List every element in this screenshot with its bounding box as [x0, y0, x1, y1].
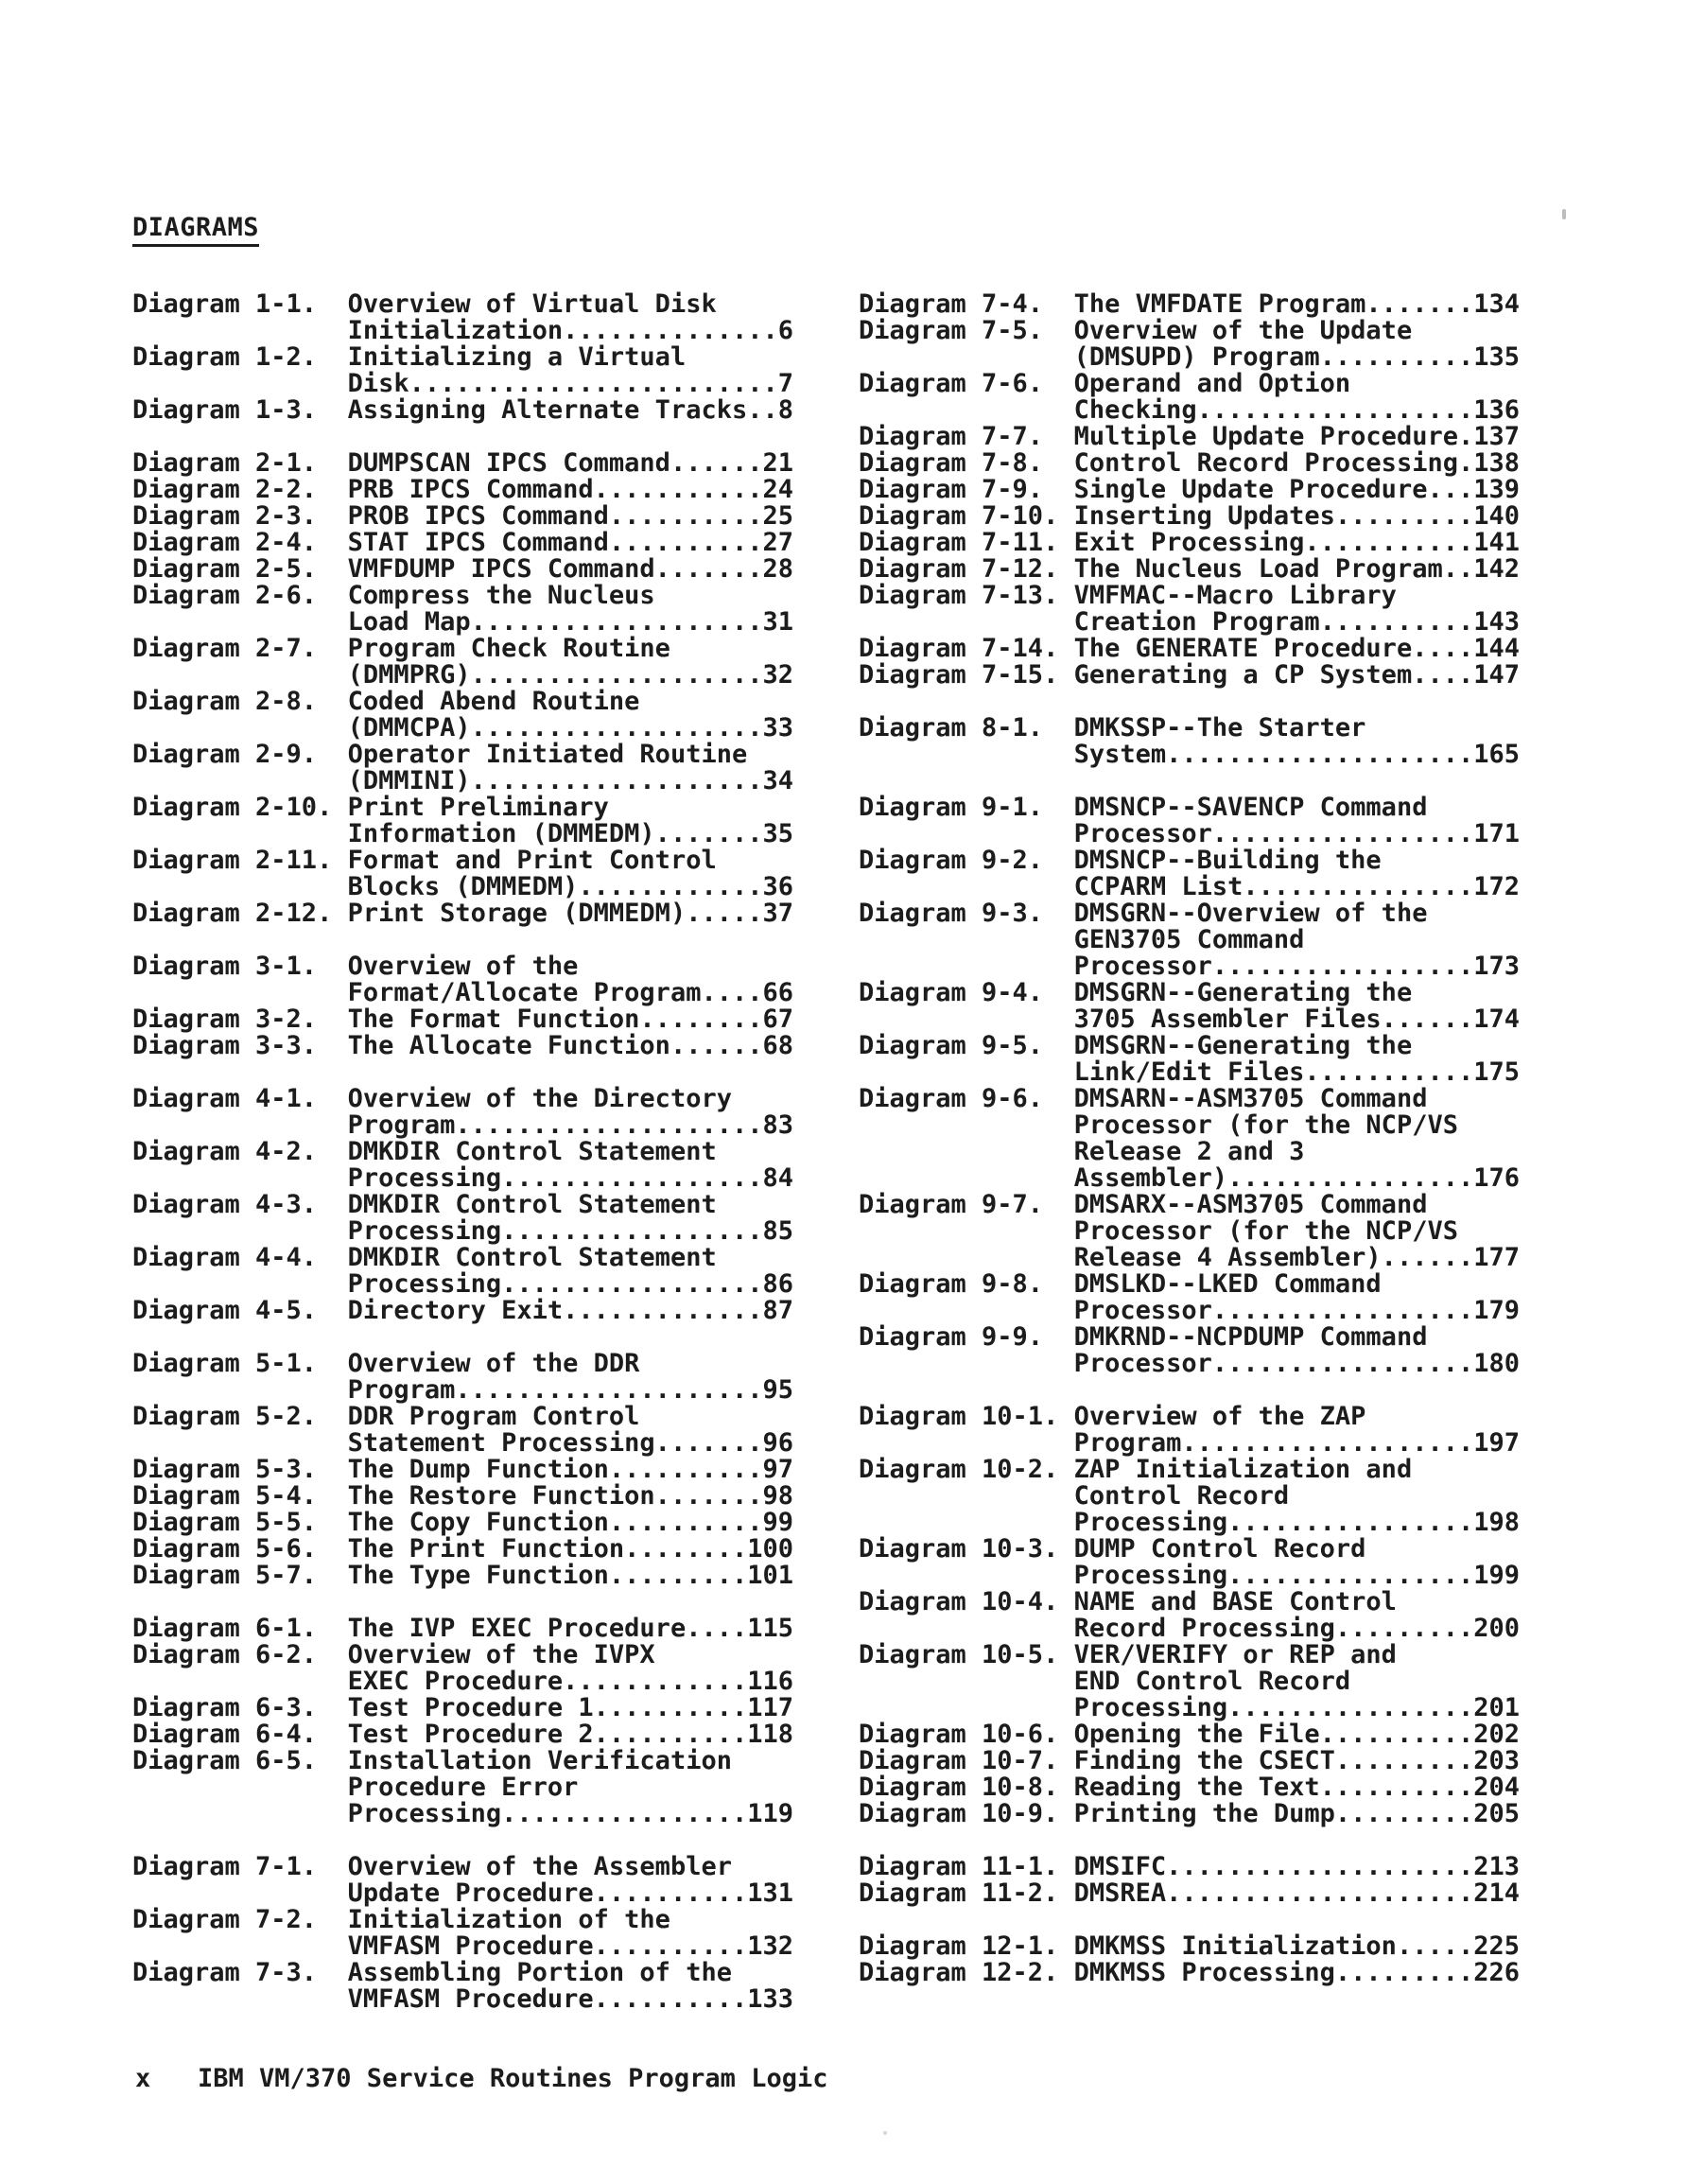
toc-line: Diagram 9-5. DMSGRN--Generating the — [859, 1031, 1413, 1060]
toc-line: Diagram 7-11. Exit Processing...........141 — [859, 528, 1520, 557]
toc-line: Diagram 3-1. Overview of the — [132, 952, 579, 981]
toc-line: Update Procedure..........131 — [132, 1878, 793, 1908]
toc-line: Diagram 3-3. The Allocate Function......68 — [132, 1031, 793, 1060]
toc-line: Format/Allocate Program....66 — [132, 978, 793, 1007]
toc-line: Diagram 10-4. NAME and BASE Control — [859, 1587, 1397, 1616]
toc-line: Diagram 8-1. DMKSSP--The Starter — [859, 713, 1366, 743]
toc-line: Diagram 2-4. STAT IPCS Command..........27 — [132, 528, 793, 557]
page-title-text: DIAGRAMS — [132, 213, 259, 247]
toc-line: Assembler)................176 — [859, 1163, 1520, 1193]
toc-line: Diagram 9-2. DMSNCP--Building the — [859, 846, 1382, 875]
toc-line: Diagram 5-4. The Restore Function.......98 — [132, 1481, 793, 1511]
toc-line — [132, 927, 793, 953]
toc-line: 3705 Assembler Files......174 — [859, 1005, 1520, 1034]
toc-line: VMFASM Procedure..........132 — [132, 1931, 793, 1961]
toc-line: Procedure Error — [132, 1773, 579, 1802]
toc-line: Diagram 4-2. DMKDIR Control Statement — [132, 1137, 717, 1166]
toc-line: Diagram 7-1. Overview of the Assembler — [132, 1852, 732, 1881]
toc-line: Program....................83 — [132, 1110, 793, 1140]
toc-line — [859, 768, 1520, 795]
toc-line: Diagram 7-15. Generating a CP System....147 — [859, 660, 1520, 690]
toc-line: Diagram 11-2. DMSREA....................214 — [859, 1878, 1520, 1908]
toc-line: (DMMCPA)...................33 — [132, 713, 793, 743]
toc-line: Diagram 5-3. The Dump Function..........97 — [132, 1455, 793, 1484]
toc-line — [859, 689, 1520, 715]
toc-line: Diagram 9-9. DMKRND--NCPDUMP Command — [859, 1322, 1428, 1352]
toc-line: Diagram 2-5. VMFDUMP IPCS Command.......28 — [132, 554, 793, 584]
toc-line: Processor.................173 — [859, 952, 1520, 981]
toc-line: Diagram 9-8. DMSLKD--LKED Command — [859, 1269, 1382, 1299]
toc-line: Diagram 10-1. Overview of the ZAP — [859, 1402, 1366, 1431]
toc-line: Processing................119 — [132, 1799, 793, 1828]
toc-line: Record Processing.........200 — [859, 1614, 1520, 1643]
toc-line: System....................165 — [859, 740, 1520, 769]
page-footer — [0, 2066, 1687, 2172]
toc-line: Diagram 9-3. DMSGRN--Overview of the — [859, 899, 1428, 928]
toc-line: Diagram 5-6. The Print Function........100 — [132, 1534, 793, 1564]
scan-artifact — [1562, 209, 1566, 219]
toc-line: Diagram 10-5. VER/VERIFY or REP and — [859, 1640, 1397, 1669]
footer-book-title: IBM VM/370 Service Routines Program Logic — [198, 2064, 828, 2093]
toc-line: Release 4 Assembler)......177 — [859, 1243, 1520, 1272]
toc-line: Diagram 7-9. Single Update Procedure...139 — [859, 475, 1520, 504]
toc-column-right — [859, 291, 1520, 1986]
toc-line: Diagram 7-6. Operand and Option — [859, 369, 1351, 398]
toc-line: Diagram 10-3. DUMP Control Record — [859, 1534, 1366, 1564]
toc-line: Diagram 7-2. Initialization of the — [132, 1905, 670, 1934]
toc-line: Diagram 12-2. DMKMSS Processing.........226 — [859, 1958, 1520, 1987]
toc-line — [132, 1324, 793, 1351]
toc-line: Diagram 9-7. DMSARX--ASM3705 Command — [859, 1190, 1428, 1219]
toc-line: Diagram 2-9. Operator Initiated Routine — [132, 740, 748, 769]
toc-line: Diagram 10-8. Reading the Text..........204 — [859, 1773, 1520, 1802]
toc-column-left — [132, 291, 793, 2013]
toc-line: Diagram 5-1. Overview of the DDR — [132, 1349, 640, 1378]
toc-line: Diagram 1-2. Initializing a Virtual — [132, 342, 687, 372]
toc-line — [132, 1059, 793, 1086]
toc-line: Diagram 10-2. ZAP Initialization and — [859, 1455, 1413, 1484]
toc-line: Processor.................179 — [859, 1296, 1520, 1325]
toc-line: Diagram 5-2. DDR Program Control — [132, 1402, 640, 1431]
toc-line: Diagram 6-5. Installation Verification — [132, 1746, 732, 1775]
toc-line: Diagram 7-3. Assembling Portion of the — [132, 1958, 732, 1987]
toc-line: Diagram 2-10. Print Preliminary — [132, 793, 609, 822]
toc-line: Diagram 12-1. DMKMSS Initialization.....225 — [859, 1931, 1520, 1961]
toc-line: Diagram 7-5. Overview of the Update — [859, 316, 1413, 345]
toc-line: Processing................198 — [859, 1508, 1520, 1537]
toc-line: EXEC Procedure............116 — [132, 1667, 793, 1696]
toc-line: Creation Program..........143 — [859, 607, 1520, 637]
toc-line: Processing.................84 — [132, 1163, 793, 1193]
toc-line — [859, 1377, 1520, 1404]
toc-line: (DMSUPD) Program..........135 — [859, 342, 1520, 372]
toc-line: Diagram 1-3. Assigning Alternate Tracks..8 — [132, 395, 793, 425]
toc-line: Diagram 2-7. Program Check Routine — [132, 634, 670, 663]
toc-line: Control Record — [859, 1481, 1290, 1511]
toc-line: Diagram 2-3. PROB IPCS Command..........25 — [132, 501, 793, 531]
toc-line: Diagram 2-1. DUMPSCAN IPCS Command......21 — [132, 448, 793, 478]
toc-line: Diagram 7-12. The Nucleus Load Program..142 — [859, 554, 1520, 584]
toc-line: Diagram 4-1. Overview of the Directory — [132, 1084, 732, 1113]
toc-line: Processor.................180 — [859, 1349, 1520, 1378]
toc-line — [132, 1827, 793, 1854]
toc-line: Initialization..............6 — [132, 316, 793, 345]
toc-line — [859, 1827, 1520, 1854]
toc-line — [132, 1589, 793, 1616]
toc-line: END Control Record — [859, 1667, 1351, 1696]
toc-line: Checking..................136 — [859, 395, 1520, 425]
toc-line: (DMMINI)...................34 — [132, 766, 793, 795]
toc-line: Diagram 6-1. The IVP EXEC Procedure....115 — [132, 1614, 793, 1643]
toc-line: Diagram 6-3. Test Procedure 1..........117 — [132, 1693, 793, 1722]
toc-line: Diagram 6-2. Overview of the IVPX — [132, 1640, 655, 1669]
toc-line: (DMMPRG)...................32 — [132, 660, 793, 690]
toc-line: Diagram 9-4. DMSGRN--Generating the — [859, 978, 1413, 1007]
toc-line: Diagram 2-8. Coded Abend Routine — [132, 687, 640, 716]
toc-line: Diagram 7-7. Multiple Update Procedure.137 — [859, 422, 1520, 451]
toc-line: Processing................201 — [859, 1693, 1520, 1722]
toc-line: Diagram 2-2. PRB IPCS Command...........24 — [132, 475, 793, 504]
toc-line: Diagram 2-11. Format and Print Control — [132, 846, 717, 875]
toc-line — [132, 424, 793, 450]
toc-line: Processor.................171 — [859, 819, 1520, 848]
toc-line: Diagram 1-1. Overview of Virtual Disk — [132, 289, 717, 319]
toc-line: Diagram 10-7. Finding the CSECT.........203 — [859, 1746, 1520, 1775]
toc-line: Diagram 7-8. Control Record Processing.138 — [859, 448, 1520, 478]
toc-line: Load Map...................31 — [132, 607, 793, 637]
toc-line: VMFASM Procedure..........133 — [132, 1984, 793, 2014]
toc-line: Processing................199 — [859, 1561, 1520, 1590]
toc-line: Link/Edit Files...........175 — [859, 1057, 1520, 1087]
toc-line: Diagram 10-6. Opening the File..........202 — [859, 1720, 1520, 1749]
toc-line: Diagram 2-12. Print Storage (DMMEDM).....37 — [132, 899, 793, 928]
toc-line: Statement Processing.......96 — [132, 1428, 793, 1458]
toc-line: Diagram 2-6. Compress the Nucleus — [132, 581, 655, 610]
toc-line: Processor (for the NCP/VS — [859, 1110, 1458, 1140]
toc-line: Diagram 6-4. Test Procedure 2..........118 — [132, 1720, 793, 1749]
toc-line: Diagram 9-6. DMSARN--ASM3705 Command — [859, 1084, 1428, 1113]
toc-line: Processing.................86 — [132, 1269, 793, 1299]
toc-line: Release 2 and 3 — [859, 1137, 1305, 1166]
toc-line: Diagram 10-9. Printing the Dump.........205 — [859, 1799, 1520, 1828]
toc-line: Blocks (DMMEDM)............36 — [132, 872, 793, 901]
toc-line: Diagram 3-2. The Format Function........67 — [132, 1005, 793, 1034]
toc-line: Diagram 5-7. The Type Function.........101 — [132, 1561, 793, 1590]
toc-line: Diagram 5-5. The Copy Function..........99 — [132, 1508, 793, 1537]
toc-line: Program....................95 — [132, 1375, 793, 1405]
toc-line: Diagram 11-1. DMSIFC....................213 — [859, 1852, 1520, 1881]
toc-line: Diagram 7-4. The VMFDATE Program.......134 — [859, 289, 1520, 319]
toc-line: CCPARM List...............172 — [859, 872, 1520, 901]
folio-page-number: x — [135, 2064, 151, 2093]
toc-line: GEN3705 Command — [859, 925, 1305, 954]
toc-line: Diagram 7-14. The GENERATE Procedure....144 — [859, 634, 1520, 663]
toc-line: Diagram 7-10. Inserting Updates.........140 — [859, 501, 1520, 531]
toc-line: Processing.................85 — [132, 1216, 793, 1246]
toc-line — [859, 1907, 1520, 1933]
toc-line: Diagram 7-13. VMFMAC--Macro Library — [859, 581, 1397, 610]
toc-line: Diagram 4-3. DMKDIR Control Statement — [132, 1190, 717, 1219]
toc-line: Information (DMMEDM).......35 — [132, 819, 793, 848]
toc-line: Diagram 4-4. DMKDIR Control Statement — [132, 1243, 717, 1272]
toc-line: Diagram 9-1. DMSNCP--SAVENCP Command — [859, 793, 1428, 822]
toc-line: Processor (for the NCP/VS — [859, 1216, 1458, 1246]
toc-line: Disk........................7 — [132, 369, 793, 398]
toc-line: Program...................197 — [859, 1428, 1520, 1458]
page-title — [132, 215, 259, 241]
toc-line: Diagram 4-5. Directory Exit.............87 — [132, 1296, 793, 1325]
scan-artifact — [883, 2131, 887, 2135]
